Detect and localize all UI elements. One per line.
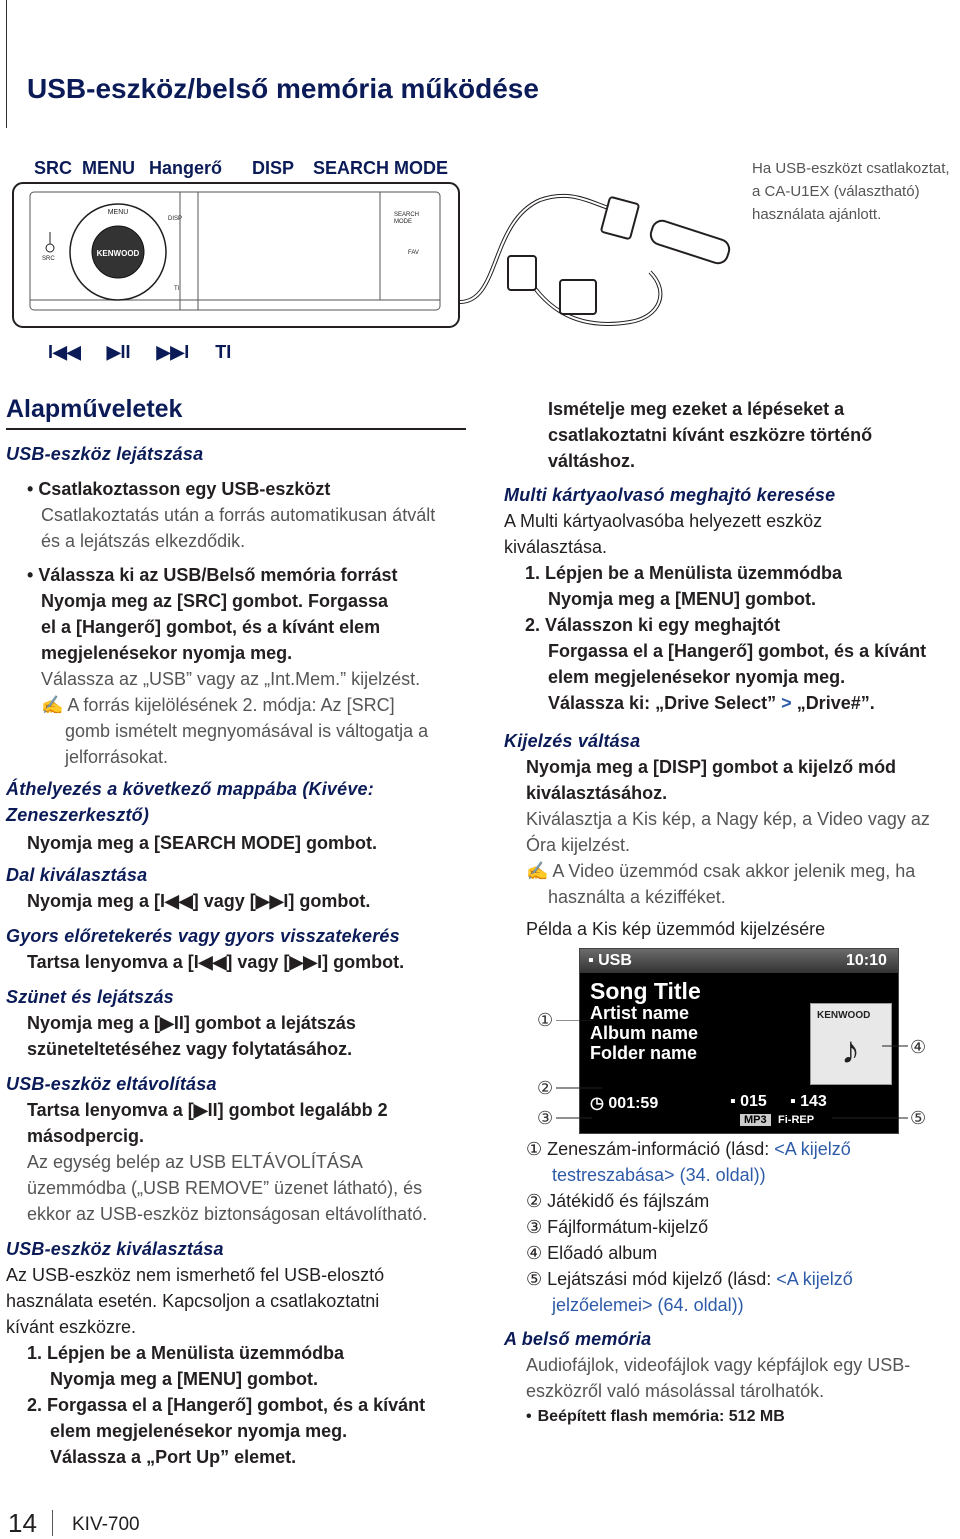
folder-icon: ▪ [588, 952, 599, 969]
margin-line [6, 0, 7, 128]
ti-icon: TI [215, 342, 232, 362]
song-title: Song Title [590, 978, 701, 1004]
screen-legend: ① Zeneszám-információ (lásd: <A kijelző testreszabása> (34. oldal)) ② Játékidő és fájlszám ③ Fájlformátum-kijelző ④ Előadó album ⑤ Lejátszási mód kijelző (lásd: <A kijelző jelzőelemei> (64. oldal)) [526, 1136, 853, 1318]
prev-track-icon: I◀◀ [48, 342, 81, 362]
next-track-icon: ▶▶I [156, 342, 190, 362]
usb-play-block: • Csatlakoztasson egy USB-eszközt Csatlakoztatás után a forrás automatikusan átvált és a lejátszás elkezdődik. • Válassza ki az USB/Belső memória forrást Nyomja meg az [SRC] gombot. Forgassa el a [Hangerő] gombot, és a kívánt elem megjelenésekor nyomja meg. Válassza az „USB” vagy az „Int.Mem.” kijelzést. ✍ A forrás kijelölésének 2. módja: Az [SRC] gomb ismételt megnyomásával is váltogatja a jelforrásokat. [27, 476, 435, 770]
svg-text:SEARCH: SEARCH [394, 212, 420, 218]
list-icon: ▪ [790, 1093, 801, 1110]
song-block: Dal kiválasztása Nyomja meg a [I◀◀] vagy [▶▶I] gombot. [6, 865, 371, 911]
select-block: USB-eszköz kiválasztása Az USB-eszköz nem ismerhető fel USB-elosztó használata esetén. Kapcsoljon a csatlakoztatni kívánt eszközre. 1. Lépjen be a Menülista üzemmódba Nyomja meg a [MENU] gombot. 2. Forgassa el a [Hangerő] gombot, és a kívánt elem megjelenésekor nyomja meg. Válassza a „Port Up” elemet. [6, 1239, 426, 1467]
src-label: SRC [34, 158, 73, 178]
callout-2: ② [537, 1078, 554, 1098]
music-note-icon: ♪ [841, 1030, 860, 1072]
disp-label: DISP [252, 158, 295, 178]
pause-block: Szünet és lejátszás Nyomja meg a [▶II] gombot a lejátszás szüneteltetéséhez vagy folytatásához. [6, 987, 356, 1059]
folder-name: Folder name [590, 1043, 698, 1063]
clock: 10:10 [846, 952, 887, 969]
remove-block: USB-eszköz eltávolítása Tartsa lenyomva a [▶II] gombot legalább 2 másodpercig. Az egység belép az USB ELTÁVOLÍTÁSA üzemmódba („USB REMOVE” üzenet látható), és ekkor az USB-eszköz biztonságosan eltávolítható. [6, 1074, 428, 1224]
note-icon: ✍ [526, 861, 553, 881]
note-icon: ✍ [41, 695, 68, 715]
link-display-customize[interactable]: <A kijelző [774, 1139, 851, 1159]
model-name: KIV-700 [72, 1514, 140, 1535]
menu-label: MENU [82, 158, 135, 178]
callout-1: ① [537, 1010, 554, 1030]
svg-text:FAV: FAV [408, 250, 419, 256]
memory-block: A belső memória Audiofájlok, videofájlok vagy képfájlok egy USB- eszközről való másolással tárolhatók. • Beépített flash memória: 512 MB [504, 1329, 911, 1425]
link-display-customize-cont[interactable]: testreszabása> (34. oldal)) [552, 1165, 766, 1185]
album-art: KENWOOD ♪ [810, 1003, 892, 1085]
repeat-note: Ismételje meg ezeket a lépéseket a csatlakoztatni kívánt eszközre történő váltáshoz. [548, 399, 873, 471]
source-label: ▪ USB [588, 952, 632, 969]
head-unit-illustration [12, 182, 462, 330]
callout-3: ③ [537, 1108, 554, 1128]
usb-cable-illustration [460, 182, 760, 342]
cable-note: Ha USB-eszközt csatlakoztat, a CA-U1EX (választható) használata ajánlott. [752, 160, 950, 223]
album-name: Album name [590, 1023, 699, 1043]
ff-block: Gyors előretekerés vagy gyors visszatekerés Tartsa lenyomva a [I◀◀] vagy [▶▶I] gombot. [6, 926, 405, 972]
callout-4: ④ [910, 1037, 927, 1057]
footer-divider [52, 1510, 53, 1536]
file-number: ▪ 015 [730, 1093, 767, 1110]
arrow-icon: > [781, 693, 792, 713]
svg-text:KENWOOD: KENWOOD [96, 249, 140, 258]
usb-play-heading: USB-eszköz lejátszása [6, 444, 204, 464]
svg-text:TI: TI [174, 286, 180, 292]
svg-text:SRC: SRC [42, 256, 55, 262]
section-title: Alapműveletek [6, 395, 183, 423]
clock-icon: ◷ [590, 1095, 609, 1112]
folder-block: Áthelyezés a következő mappába (Kivéve: Zeneszerkesztő) Nyomja meg a [SEARCH MODE] gombot. [6, 779, 378, 853]
file-total: ▪ 143 [790, 1093, 827, 1110]
volume-label: Hangerő [149, 158, 223, 178]
page-number: 14 [8, 1508, 37, 1538]
callout-5: ⑤ [910, 1108, 927, 1128]
link-display-indicators-cont[interactable]: jelzőelemei> (64. oldal)) [552, 1295, 744, 1315]
play-pause-icon: ▶II [106, 342, 131, 362]
artist-name: Artist name [590, 1003, 690, 1023]
display-block: Kijelzés váltása Nyomja meg a [DISP] gombot a kijelző mód kiválasztásához. Kiválasztja a Kis kép, a Nagy kép, a Video vagy az Óra kijelzést. ✍ A Video üzemmód csak akkor jelenik meg, ha használta a kézifféket. Példa a Kis kép üzemmód kijelzésére [504, 731, 930, 939]
search-mode-label: SEARCH MODE [313, 158, 449, 178]
play-mode-badge: Fi-REP [778, 1114, 815, 1126]
svg-text:MENU: MENU [107, 209, 129, 216]
format-badge: MP3 [740, 1114, 771, 1126]
file-icon: ▪ [730, 1093, 741, 1110]
svg-text:MODE: MODE [394, 219, 412, 225]
section-rule [6, 428, 466, 430]
svg-text:DISP: DISP [167, 216, 183, 222]
control-buttons-row [48, 342, 257, 363]
callout-lines [552, 1020, 912, 1120]
multi-reader-block: Multi kártyaolvasó meghajtó keresése A Multi kártyaolvasóba helyezett eszköz kiválasztása. 1. Lépjen be a Menülista üzemmódba Nyomja meg a [MENU] gombot. 2. Válasszon ki egy meghajtót Forgassa el a [Hangerő] gombot, és a kívánt elem megjelenésekor nyomja meg. Válassza ki: „Drive Select” > „Drive#”. [504, 485, 927, 713]
page-title: USB-eszköz/belső memória működése [27, 73, 539, 104]
link-display-indicators[interactable]: <A kijelző [776, 1269, 853, 1289]
play-time: ◷ 001:59 [590, 1095, 659, 1112]
